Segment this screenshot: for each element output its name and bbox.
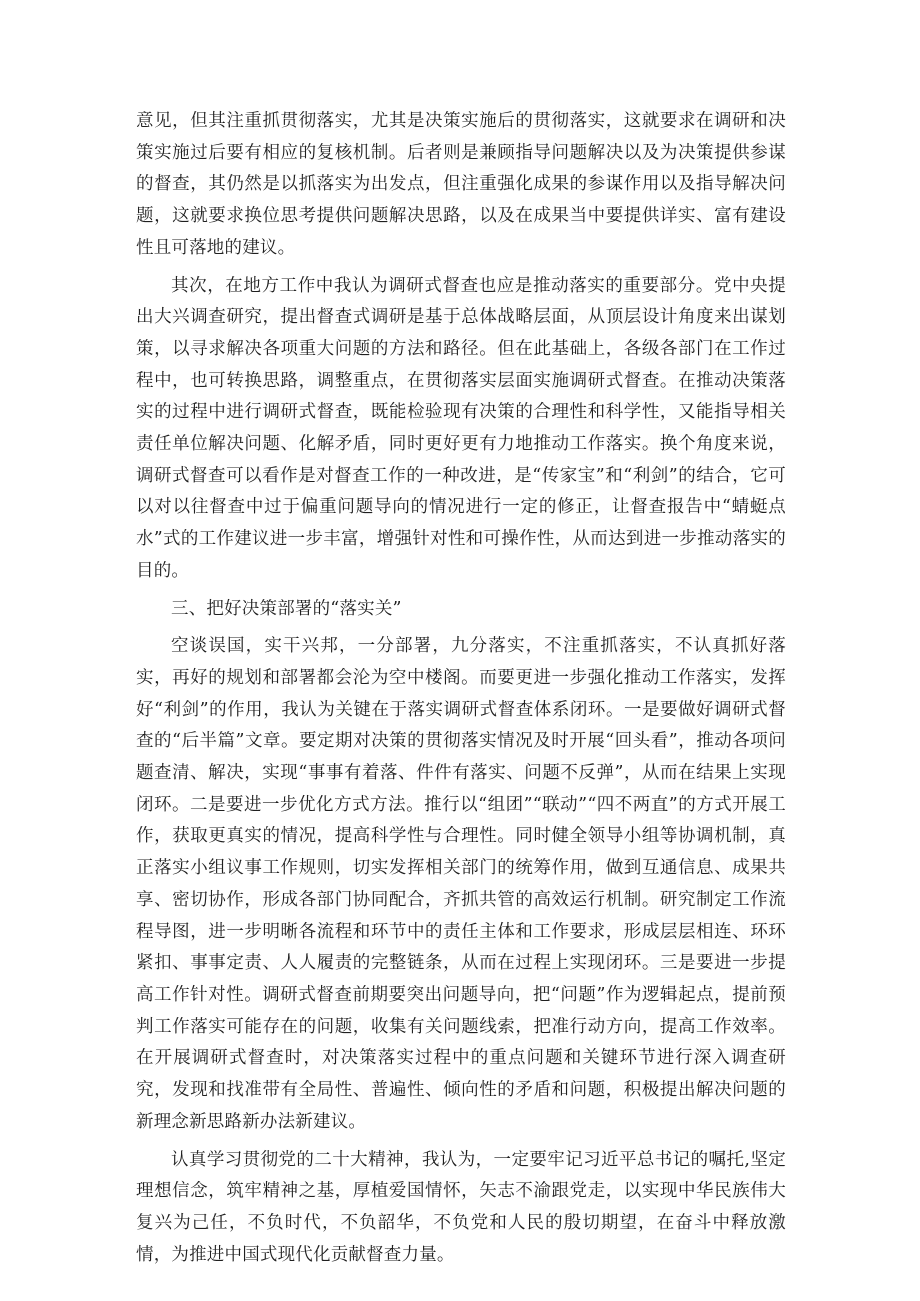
section-heading-three: 三、把好决策部署的“落实关” [171, 598, 402, 619]
paragraph-conclusion: 认真学习贯彻党的二十大精神，我认为，一定要牢记习近平总书记的嘱托,坚定理想信念，筑牢精神之基，厚植爱国情怀，矢志不渝跟党走，以实现中华民族伟大复兴为己任，不负时代，不负韶华，不负党和人民的殷切期望，在奋斗中释放激情，为推进中国式现代化贡献督查力量。 [136, 1149, 786, 1265]
paragraph-implementation: 空谈误国，实干兴邦，一分部署，九分落实，不注重抓落实，不认真抓好落实，再好的规划和部署都会沦为空中楼阁。而要更进一步强化推动工作落实，发挥好“利剑”的作用，我认为关键在于落实调研式督查体系闭环。一是要做好调研式督查的“后半篇”文章。要定期对决策的贯彻落实情况及时开展“回头看”，推动各项问题查清、解决，实现“事事有着落、件件有落实、问题不反弹”，从而在结果上实现闭环。二是要进一步优化方式方法。推行以“组团”“联动”“四不两直”的方式开展工作，获取更真实的情况，提高科学性与合理性。同时健全领导小组等协调机制，真正落实小组议事工作规则，切实发挥相关部门的统筹作用，做到互通信息、成果共享、密切协作，形成各部门协同配合，齐抓共管的高效运行机制。研究制定工作流程导图，进一步明晰各流程和环节中的责任主体和工作要求，形成层层相连、环环紧扣、事事定责、人人履责的完整链条，从而在过程上实现闭环。三是要进一步提高工作针对性。调研式督查前期要突出问题导向，把“问题”作为逻辑起点，提前预判工作落实可能存在的问题，收集有关问题线索，把准行动方向，提高工作效率。在开展调研式督查时，对决策落实过程中的重点问题和关键环节进行深入调查研究，发现和找准带有全局性、普遍性、倾向性的矛盾和问题，积极提出解决问题的新理念新思路新办法新建议。 [136, 636, 786, 1132]
paragraph-secondly: 其次，在地方工作中我认为调研式督查也应是推动落实的重要部分。党中央提出大兴调查研究，提出督查式调研是基于总体战略层面，从顶层设计角度来出谋划策，以寻求解决各项重大问题的方法和路径。但在此基础上，各级各部门在工作过程中，也可转换思路，调整重点，在贯彻落实层面实施调研式督查。在推动决策落实的过程中进行调研式督查，既能检验现有决策的合理性和科学性，又能指导相关责任单位解决问题、化解矛盾，同时更好更有力地推动工作落实。换个角度来说，调研式督查可以看作是对督查工作的一种改进，是“传家宝”和“利剑”的结合，它可以对以往督查中过于偏重问题导向的情况进行一定的修正，让督查报告中“蜻蜓点水”式的工作建议进一步丰富，增强针对性和可操作性，从而达到进一步推动落实的目的。 [136, 275, 786, 581]
paragraph-continuation: 意见，但其注重抓贯彻落实，尤其是决策实施后的贯彻落实，这就要求在调研和决策实施过后要有相应的复核机制。后者则是兼顾指导问题解决以及为决策提供参谋的督查，其仍然是以抓落实为出发点，但注重强化成果的参谋作用以及指导解决问题，这就要求换位思考提供问题解决思路，以及在成果当中要提供详实、富有建设性且可落地的建议。 [136, 111, 786, 258]
document-page [136, 106, 786, 1277]
